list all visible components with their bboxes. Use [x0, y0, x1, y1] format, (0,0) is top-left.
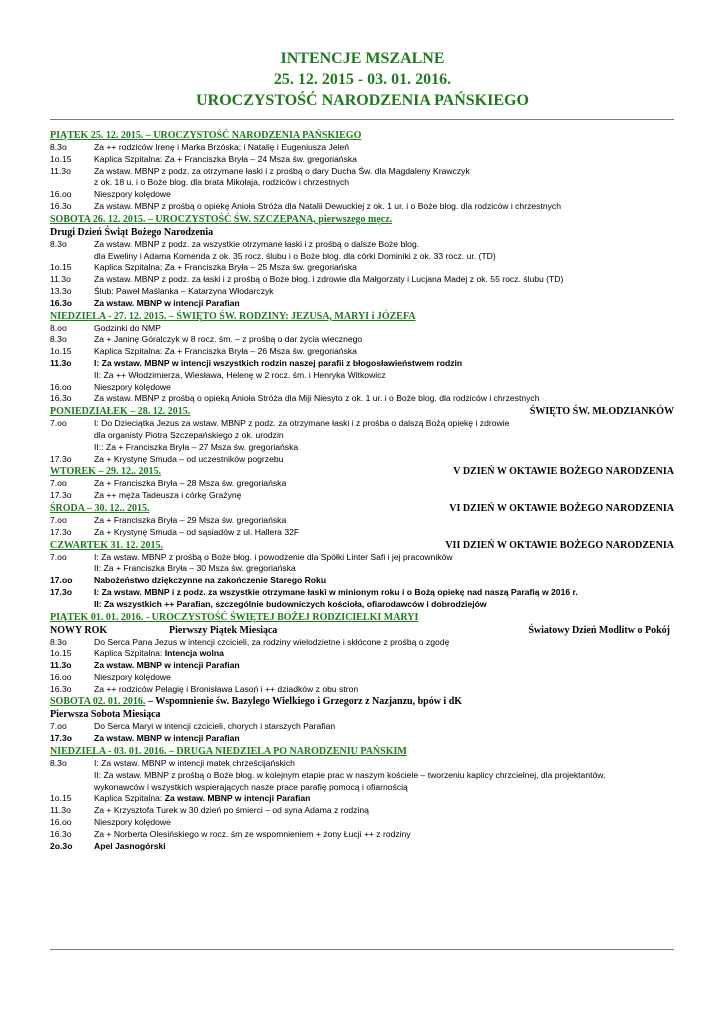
intention-row: [50, 552, 674, 564]
mass-time: 8.3o: [50, 334, 67, 345]
subtitle-main: Pierwsza Sobota Miesiąca: [50, 709, 161, 721]
title-line-1: INTENCJE MSZALNE: [280, 50, 445, 67]
intention-text: [94, 793, 310, 805]
intention-text: z ok. 18 u. i o Boże blog. dla brata Mikołaja, rodziców i chrzestnych: [94, 177, 350, 188]
mass-time: 16.oo: [50, 671, 72, 682]
bottom-divider: [50, 949, 674, 950]
day-header: [50, 745, 674, 758]
intention-text: Za wstaw. MBNP w intencji Parafian: [94, 297, 240, 308]
intention-row: [50, 648, 674, 660]
intention-text: Godzinki do NMP: [94, 322, 161, 333]
intention-text: I: Do Dzieciątka Jezus za wstaw. MBNP z podz. za otrzymane łaski i z prośba o dalszą Bożą opiekę i zdrowie: [94, 418, 510, 429]
intention-row: [50, 262, 674, 274]
intention-row: [50, 770, 674, 782]
intention-row: [50, 177, 674, 189]
intention-text: [94, 648, 224, 660]
intention-text: Za + Janinę Góralczyk w 8 rocz. śm. – z prośbą o dar życia wiecznego: [94, 334, 363, 345]
mass-time: 7.oo: [50, 478, 67, 489]
intention-text: dla Eweliny i Adama Komenda z ok. 35 rocz. ślubu i o Boże blog. dla córki Dominiki z ok. 33 rocz. ur. (TD): [94, 250, 496, 261]
mass-time: 16.3o: [50, 297, 72, 308]
intention-prefix: Kaplica Szpitalna:: [94, 793, 165, 804]
intention-row: [50, 189, 674, 201]
intention-text: Nabożeństwo dziękczynne na zakończenie Starego Roku: [94, 575, 327, 586]
mass-time: 7.oo: [50, 514, 67, 525]
day-header-title: SOBOTA 02. 01. 2016.: [50, 696, 146, 708]
day-header-title: PIĄTEK 25. 12. 2015. – UROCZYSTOŚĆ NARODZENIA PAŃSKIEGO: [50, 130, 362, 141]
intention-text: Kaplica Szpitalna: Za + Franciszka Bryła – 24 Msza św. gregoriańska: [94, 153, 357, 164]
day-header-title: PIĄTEK 01. 01. 2016. - UROCZYSTOŚĆ ŚWIĘTEJ BOŻEJ RODZICIELKI MARYI: [50, 611, 419, 623]
mass-time: 8.3o: [50, 142, 67, 152]
mass-time: 1o.15: [50, 262, 72, 273]
intention-row: [50, 829, 674, 841]
day-subtitle: [50, 708, 674, 721]
intention-row: [50, 721, 674, 733]
subtitle-main: NOWY ROK: [50, 624, 108, 636]
day-feast-label: VI DZIEŃ W OKTAWIE BOŻEGO NARODZENIA: [449, 502, 674, 514]
mass-time: 11.3o: [50, 660, 72, 671]
intention-row: [50, 758, 674, 770]
intention-row: [50, 782, 674, 794]
intention-row: [50, 575, 674, 587]
day-header: [50, 405, 674, 418]
intention-text: Za + Norberta Olesińskiego w rocz. śm ze wspomnieniem + żony Łucji ++ z rodziny: [94, 828, 411, 839]
intention-text: Do Serca Maryi w intencji czcicieli, chorych i starszych Parafian: [94, 721, 336, 732]
mass-time: 17.3o: [50, 586, 72, 597]
intention-text: I: Za wstaw. MBNP w intencji wszystkich rodzin naszej parafii z błogosławieństwem rodzin: [94, 357, 463, 368]
mass-time: 1o.15: [50, 346, 72, 357]
intention-row: [50, 841, 674, 853]
subtitle-third: Światowy Dzień Modlitw o Pokój: [528, 624, 670, 636]
intention-row: [50, 793, 674, 805]
day-header: [50, 310, 674, 323]
intention-row: [50, 515, 674, 527]
mass-time: 8.3o: [50, 238, 67, 249]
intention-text: Za + Franciszka Bryła – 29 Msza św. gregoriańska: [94, 514, 287, 525]
day-header-title: PONIEDZIAŁEK – 28. 12. 2015.: [50, 406, 191, 418]
intention-text: II:: Za + Franciszka Bryła – 27 Msza św. gregoriańska: [94, 441, 299, 452]
mass-time: 16.oo: [50, 189, 72, 200]
intention-text: Za + Krzysztofa Turek w 30 dzień po śmierci – od syna Adama z rodziną: [94, 805, 369, 816]
day-subtitle: [50, 226, 674, 239]
top-divider: [50, 119, 674, 120]
intention-row: [50, 334, 674, 346]
intention-row: [50, 142, 674, 154]
intention-row: [50, 239, 674, 251]
intention-text: II: Za wstaw. MBNP z prośbą o Boże błog. w kolejnym etapie prac w naszym kościele – tworzeniu kaplicy chrzcielnej, dla projektantów,: [94, 769, 606, 780]
intention-text: Nieszpory kolędowe: [94, 817, 171, 828]
mass-time: 16.3o: [50, 683, 72, 694]
title-line-3: UROCZYSTOŚĆ NARODZENIA PAŃSKIEGO: [196, 92, 529, 109]
intention-row: [50, 418, 674, 430]
intention-row: [50, 733, 674, 745]
intention-row: [50, 637, 674, 649]
intention-text: Apel Jasnogórski: [94, 840, 166, 851]
intention-row: [50, 490, 674, 502]
mass-time: 16.oo: [50, 817, 72, 828]
day-header: [50, 213, 674, 226]
mass-time: 1o.15: [50, 648, 72, 659]
intention-row: [50, 817, 674, 829]
intention-bold-part: Za wstaw. MBNP w intencji Parafian: [164, 793, 311, 804]
day-subtitle: [50, 624, 674, 637]
intention-prefix: Kaplica Szpitalna:: [94, 648, 165, 659]
intention-text: Za wstaw. MBNP w intencji Parafian: [94, 660, 240, 671]
day-header-title: WTOREK – 29. 12.. 2015.: [50, 466, 161, 478]
intention-text: Za wstaw. MBNP z prośbą o opiekę Anioła Stróża dla Natalii Dewuckiej z ok. 1 ur. i o Boże blog. dla rodziców i chrzestnych: [94, 200, 561, 211]
document-title: [0, 48, 725, 111]
mass-time: 2o.3o: [50, 840, 73, 851]
intention-text: II: Za + Franciszka Bryła – 30 Msza św. gregoriańska: [94, 563, 296, 574]
intention-text: Za ++ rodziców Pelagię i Bronisława Lasoń i ++ dziadków z obu stron: [94, 683, 359, 694]
mass-time: 7.oo: [50, 418, 67, 429]
day-header: [50, 129, 674, 142]
intention-row: [50, 599, 674, 611]
intention-text: wykonawców i wszystkich wspierających nasze prace parafię pomocą i ofiarnością: [94, 781, 408, 792]
day-header: [50, 502, 674, 515]
mass-time: 11.3o: [50, 165, 71, 176]
intentions-list: [50, 129, 674, 852]
intention-row: [50, 154, 674, 166]
mass-time: 17.3o: [50, 526, 72, 537]
mass-time: 17.3o: [50, 490, 72, 501]
mass-time: 1o.15: [50, 153, 72, 164]
intention-row: [50, 430, 674, 442]
intention-text: Do Serca Pana Jezus w intencji czcicieli, za rodziny wielodzietne i skłócone z prośbą o zgodę: [94, 636, 450, 647]
intention-text: Ślub: Paweł Maślanka – Katarzyna Włodarczyk: [94, 285, 274, 296]
intention-row: [50, 251, 674, 263]
day-header: [50, 465, 674, 478]
intention-text: I: Za wstaw. MBNP z prośbą o Boże błog. i powodzenie dla Spółki Linter Safi i jej pracowników: [94, 551, 453, 562]
intention-row: [50, 370, 674, 382]
intention-row: [50, 684, 674, 696]
intention-text: Kaplica Szpitalna: Za + Franciszka Bryła – 26 Msza św. gregoriańska: [94, 346, 357, 357]
intention-text: Za + Krystynę Smuda – od sąsiadów z ul. Hallera 32F: [94, 526, 300, 537]
day-header-feast: – Wspomnienie św. Bazylego Wielkiego i Grzegorz z Nazjanzu, bpów i dK: [145, 696, 463, 708]
intention-row: [50, 166, 674, 178]
mass-time: 7.oo: [50, 721, 67, 732]
mass-time: 16.3o: [50, 200, 72, 211]
day-header-title: ŚRODA – 30. 12.. 2015.: [50, 502, 150, 514]
day-header-title: NIEDZIELA - 27. 12. 2015. – ŚWIĘTO ŚW. RODZINY: JEZUSA, MARYI i JÓZEFA: [50, 310, 416, 322]
day-header: [50, 611, 674, 624]
mass-time: 11.3o: [50, 274, 71, 285]
intention-text: I: Za wstaw. MBNP w intencji matek chrześcijańskich: [94, 758, 295, 769]
day-feast-label: VII DZIEŃ W OKTAWIE BOŻEGO NARODZENIA: [445, 539, 674, 551]
intention-text: Za wstaw. MBNP w intencji Parafian: [94, 733, 240, 744]
mass-time: 17.3o: [50, 453, 72, 464]
intention-text: II: Za ++ Włodzimierza, Wiesława, Helenę w 2 rocz. śm. i Henryka Witkowicz: [94, 369, 386, 380]
intention-text: Za wstaw. MBNP z podz. za wszystkie otrzymane łaski i z prośbą o dalsze Boże blog.: [94, 238, 420, 249]
intention-row: [50, 358, 674, 370]
title-line-2: 25. 12. 2015 - 03. 01. 2016.: [273, 71, 452, 88]
day-header-title: CZWARTEK 31. 12. 2015.: [50, 539, 163, 551]
day-header-title: SOBOTA 26. 12. 2015. – UROCZYSTOŚĆ ŚW. SZCZEPANA, pierwszego męcz.: [50, 213, 393, 225]
intention-row: [50, 201, 674, 213]
day-feast-label: ŚWIĘTO ŚW. MŁODZIANKÓW: [529, 406, 674, 418]
mass-time: 17.oo: [50, 575, 73, 586]
day-header: [50, 539, 674, 552]
mass-time: 7.oo: [50, 551, 67, 562]
intention-row: [50, 587, 674, 599]
subtitle-main: Drugi Dzień Świąt Bożego Narodzenia: [50, 226, 214, 238]
intention-row: [50, 454, 674, 466]
intention-row: [50, 672, 674, 684]
intention-text: Za wstaw. MBNP z podz. za otrzymane łaski i z prośbą o dary Ducha Św. dla Magdaleny Krawczyk: [94, 165, 470, 176]
intention-text: Kaplica Szpitalna: Za + Franciszka Bryła – 25 Msza św. gregoriańska: [94, 262, 357, 273]
intention-row: [50, 274, 674, 286]
intention-row: [50, 478, 674, 490]
intention-row: [50, 323, 674, 335]
intention-text: dla organisty Piotra Szczepańskiego z ok. urodzin: [94, 429, 284, 440]
intention-row: [50, 660, 674, 672]
intention-text: I: Za wstaw. MBNP i z podz. za wszystkie otrzymane łaski w minionym roku i o Bożą opiekę nad naszą Parafią w 2016 r.: [94, 586, 578, 597]
intention-text: Nieszpory kolędowe: [94, 189, 171, 200]
intention-text: Za wstaw. MBNP z podz. za łaski i z prośbą o Boże błog. i zdrowie dla Małgorzaty i Lucjana Madej z ok. 55 rocz. ślubu (TD): [94, 274, 564, 285]
intention-row: [50, 805, 674, 817]
intention-text: Nieszpory kolędowe: [94, 381, 171, 392]
mass-time: 8.3o: [50, 758, 67, 769]
mass-time: 16.3o: [50, 828, 72, 839]
intention-text: II: Za wszystkich ++ Parafian, szczególnie budowniczych kościoła, ofiarodawców i dobrodziejów: [94, 598, 487, 609]
intention-text: Za ++ męża Tadeusza i córkę Grażynę: [94, 490, 242, 501]
intention-text: Za ++ rodziców Irenę i Marka Brzóska; i Natalię i Eugeniusza Jeleń: [94, 142, 350, 152]
intention-row: [50, 442, 674, 454]
mass-time: 17.3o: [50, 733, 72, 744]
intention-row: [50, 298, 674, 310]
mass-time: 13.3o: [50, 285, 72, 296]
intention-text: Nieszpory kolędowe: [94, 671, 171, 682]
intention-row: [50, 346, 674, 358]
intention-row: [50, 527, 674, 539]
mass-time: 11.3o: [50, 357, 72, 368]
intention-row: [50, 286, 674, 298]
mass-time: 8.oo: [50, 322, 67, 333]
day-feast-label: V DZIEŃ W OKTAWIE BOŻEGO NARODZENIA: [453, 466, 674, 478]
mass-time: 11.3o: [50, 805, 71, 816]
intention-text: Za + Krystynę Smuda – od uczestników pogrzebu: [94, 453, 284, 464]
intention-text: Za wstaw. MBNP z prośbą o opieką Anioła Stróża dla Miji Niesyto z ok. 1 ur. i o Boże blog. dla rodziców i chrzestnych: [94, 393, 540, 404]
intention-row: [50, 382, 674, 394]
day-header: [50, 695, 674, 708]
intention-bold-part: Intencja wolna: [164, 648, 224, 659]
intention-text: Za + Franciszka Bryła – 28 Msza św. gregoriańska: [94, 478, 287, 489]
mass-time: 1o.15: [50, 793, 72, 804]
subtitle-second: Pierwszy Piątek Miesiąca: [169, 624, 278, 636]
mass-time: 16.3o: [50, 393, 72, 404]
mass-time: 16.oo: [50, 381, 72, 392]
intention-row: [50, 393, 674, 405]
day-header-title: NIEDZIELA - 03. 01. 2016. – DRUGA NIEDZIELA PO NARODZENIU PAŃSKIM: [50, 746, 407, 758]
intention-row: [50, 563, 674, 575]
mass-time: 8.3o: [50, 636, 67, 647]
